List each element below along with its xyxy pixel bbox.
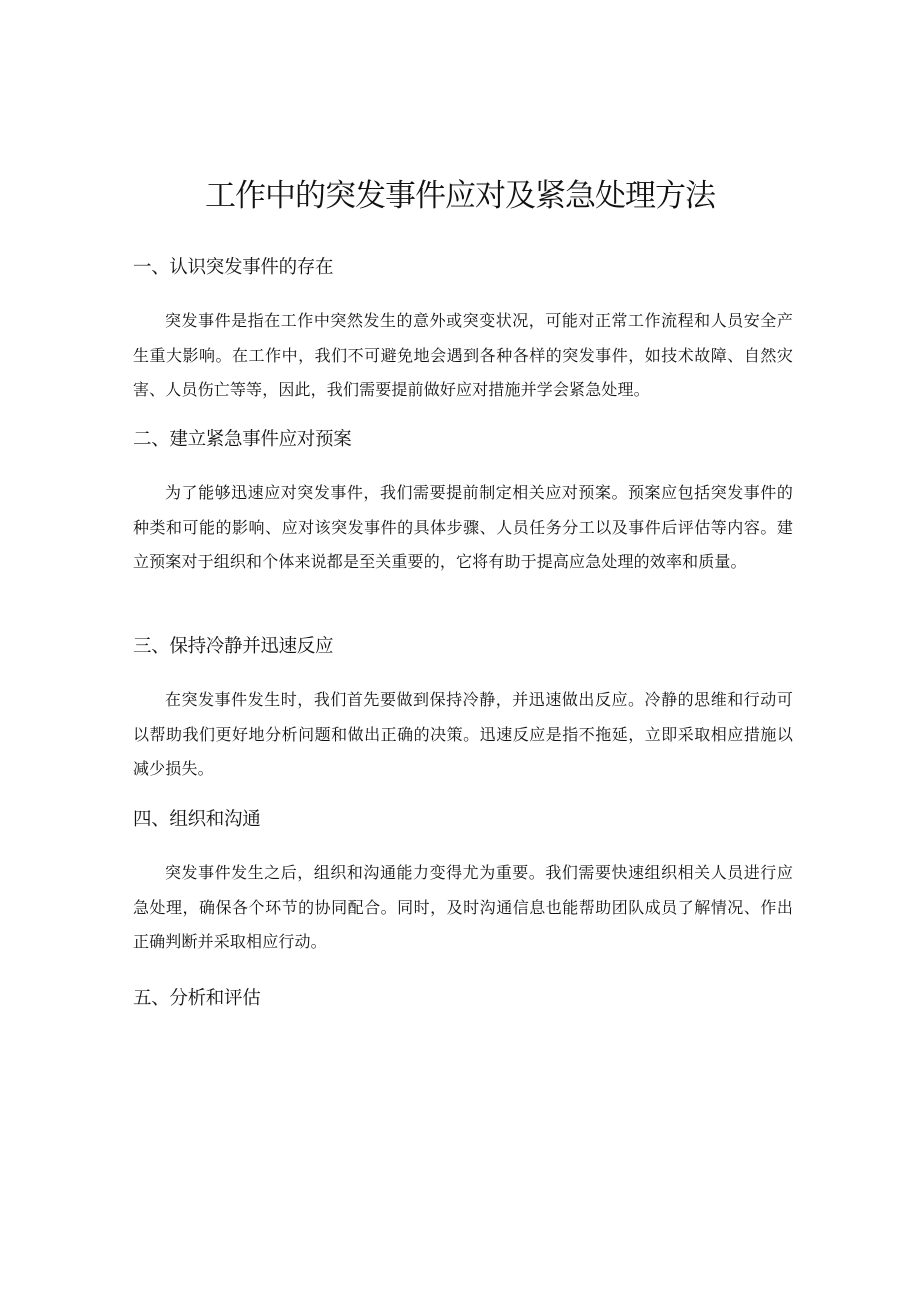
section-paragraph: 为了能够迅速应对突发事件，我们需要提前制定相关应对预案。预案应包括突发事件的种类和可能的影响、应对该突发事件的具体步骤、人员任务分工以及事件后评估等内容。建立预案对于组织和个体来说都是至关重要的，它将有助于提高应急处理的效率和质量。 [133, 483, 793, 571]
section-paragraph: 突发事件是指在工作中突然发生的意外或突变状况，可能对正常工作流程和人员安全产生重大影响。在工作中，我们不可避免地会遇到各种各样的突发事件，如技术故障、自然灾害、人员伤亡等等，因此，我们需要提前做好应对措施并学会紧急处理。 [133, 311, 793, 399]
section-heading: 五、分析和评估 [133, 988, 261, 1009]
page-title: 工作中的突发事件应对及紧急处理方法 [205, 178, 715, 214]
section-stay-calm [133, 633, 793, 787]
section-recognize-emergencies [133, 254, 793, 408]
section-heading: 一、认识突发事件的存在 [133, 257, 334, 278]
section-heading: 四、组织和沟通 [133, 809, 261, 830]
section-heading: 三、保持冷静并迅速反应 [133, 636, 334, 657]
section-organize-communicate [133, 806, 793, 960]
section-emergency-plan [133, 426, 793, 580]
section-paragraph: 突发事件发生之后，组织和沟通能力变得尤为重要。我们需要快速组织相关人员进行应急处理，确保各个环节的协同配合。同时，及时沟通信息也能帮助团队成员了解情况、作出正确判断并采取相应行动。 [133, 863, 793, 951]
section-analyze-evaluate [133, 985, 793, 1013]
section-paragraph: 在突发事件发生时，我们首先要做到保持冷静，并迅速做出反应。冷静的思维和行动可以帮助我们更好地分析问题和做出正确的决策。迅速反应是指不拖延，立即采取相应措施以减少损失。 [133, 690, 793, 778]
section-heading: 二、建立紧急事件应对预案 [133, 429, 352, 450]
